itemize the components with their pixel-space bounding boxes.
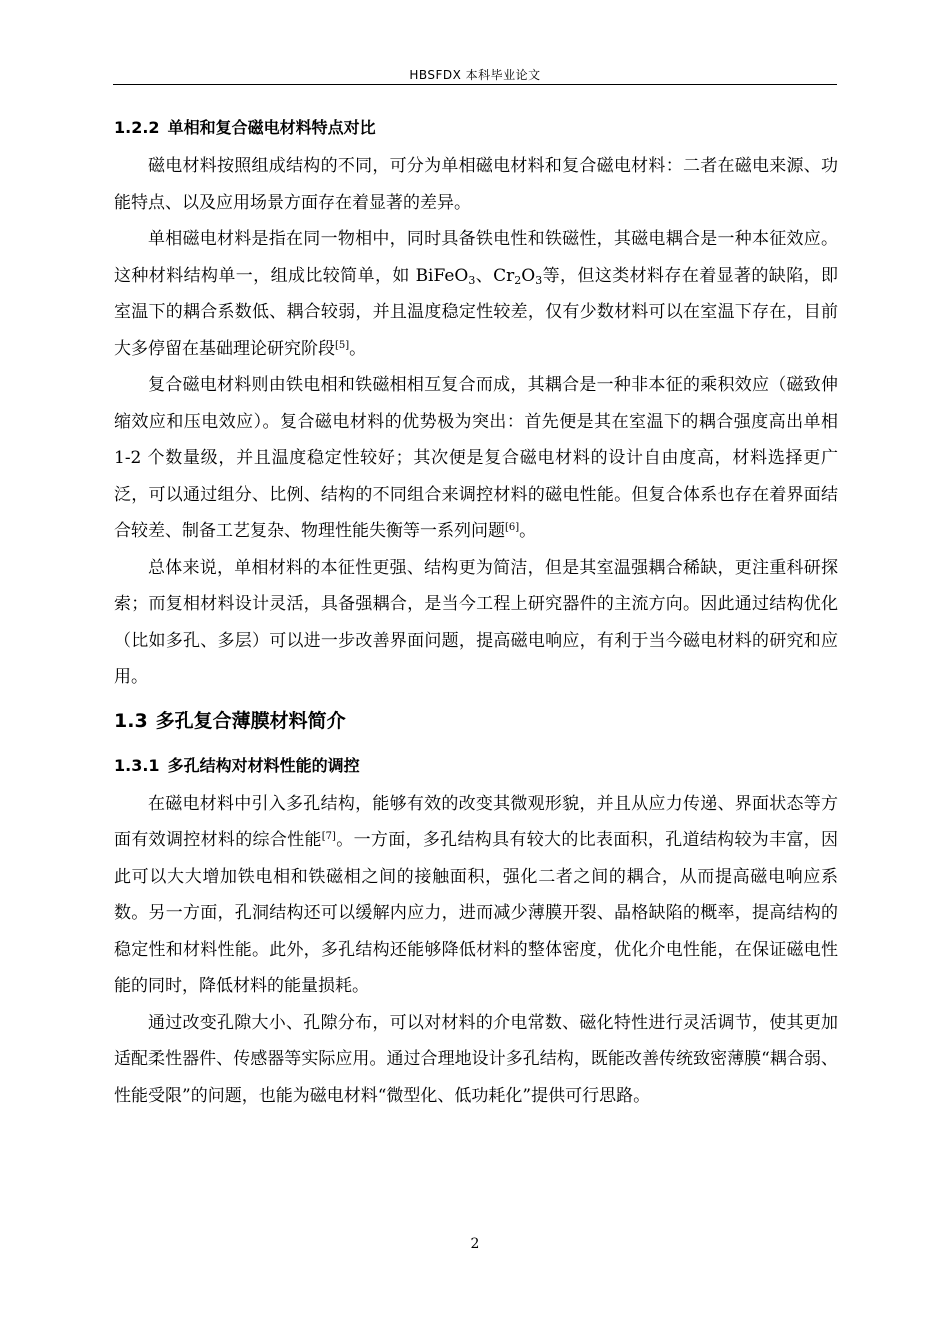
section-heading-1-2-2 <box>114 108 838 148</box>
text-run: 。 <box>349 338 367 359</box>
paragraph: 总体来说，单相材料的本征性更强、结构更为简洁，但是其室温强耦合稀缺，更注重科研探索；而复相材料设计灵活，具备强耦合，是当今工程上研究器件的主流方向。因此通过结构优化（比如多孔、多层）可以进一步改善界面问题，提高磁电响应，有利于当今磁电材料的研究和应用。 <box>114 557 838 687</box>
text-run: 。一方面，多孔结构具有较大的比表面积，孔道结构较为丰富，因此可以大大增加铁电相和铁磁相之间的接触面积，强化二者之间的耦合，从而提高磁电响应系数。另一方面，孔洞结构还可以缓解内应力，进而减少薄膜开裂、晶格缺陷的概率，提高结构的稳定性和材料性能。此外，多孔结构还能够降低材料的整体密度，优化介电性能，在保证磁电性能的同时，降低材料的能量损耗。 <box>114 830 839 996</box>
text-run: 等，但这类材料存在着显著的缺陷，即室温下的耦合系数低、耦合较弱，并且温度稳定性较差，仅有少数材料可以在室温下存在，目前大多停留在基础理论研究阶段 <box>114 265 838 359</box>
section-number: 1.3 <box>114 709 148 732</box>
text-run: 在磁电材料中引入多孔结构，能够有效的改变其微观形貌，并且从应力传递、界面状态等方面有效调控材料的综合性能 <box>114 793 838 850</box>
paragraph: 通过改变孔隙大小、孔隙分布，可以对材料的介电常数、磁化特性进行灵活调节，使其更加适配柔性器件、传感器等实际应用。通过合理地设计多孔结构，既能改善传统致密薄膜“耦合弱、性能受限”的问题，也能为磁电材料“微型化、低功耗化”提供可行思路。 <box>114 1012 838 1106</box>
section-title: 多孔复合薄膜材料简介 <box>155 709 346 732</box>
citation: [5] <box>335 339 350 351</box>
page-body <box>114 108 838 1114</box>
text-run: 、Cr <box>475 265 515 286</box>
section-title: 多孔结构对材料性能的调控 <box>167 755 360 775</box>
section-heading-1-3 <box>114 696 838 746</box>
page-header: HBSFDX 本科毕业论文 <box>409 68 541 82</box>
paragraph <box>114 221 838 367</box>
paragraph <box>114 786 838 1005</box>
subscript: 3 <box>535 273 543 287</box>
text-run: O <box>521 265 536 286</box>
section-title: 单相和复合磁电材料特点对比 <box>167 118 376 137</box>
subscript: 2 <box>514 273 522 287</box>
text-run: 复合磁电材料则由铁电相和铁磁相相互复合而成，其耦合是一种非本征的乘积效应（磁致伸缩效应和压电效应）。复合磁电材料的优势极为突出：首先便是其在室温下的耦合强度高出单相 1-2 个数量级，并且温度稳定性较好；其次便是复合磁电材料的设计自由度高，材料选择更广泛，可以通过组分、比例、结构的不同组合来调控材料的磁电性能。但复合体系也存在着界面结合较差、制备工艺复杂、物理性能失衡等一系列问题 <box>114 375 838 541</box>
subscript: 3 <box>468 273 476 287</box>
citation: [7] <box>321 831 336 842</box>
text-run: 。 <box>519 521 537 541</box>
section-number: 1.3.1 <box>114 755 160 775</box>
page-number: 2 <box>470 1236 480 1252</box>
header-divider <box>113 84 837 85</box>
paragraph <box>114 367 838 550</box>
section-heading-1-3-1 <box>114 746 838 786</box>
citation: [6] <box>505 522 520 533</box>
paragraph: 磁电材料按照组成结构的不同，可分为单相磁电材料和复合磁电材料：二者在磁电来源、功能特点、以及应用场景方面存在着显著的差异。 <box>114 156 838 213</box>
text-run: 单相磁电材料是指在同一物相中，同时具备铁电性和铁磁性，其磁电耦合是一种本征效应。这种材料结构单一，组成比较简单，如 BiFeO <box>114 229 838 286</box>
section-number: 1.2.2 <box>114 118 160 137</box>
